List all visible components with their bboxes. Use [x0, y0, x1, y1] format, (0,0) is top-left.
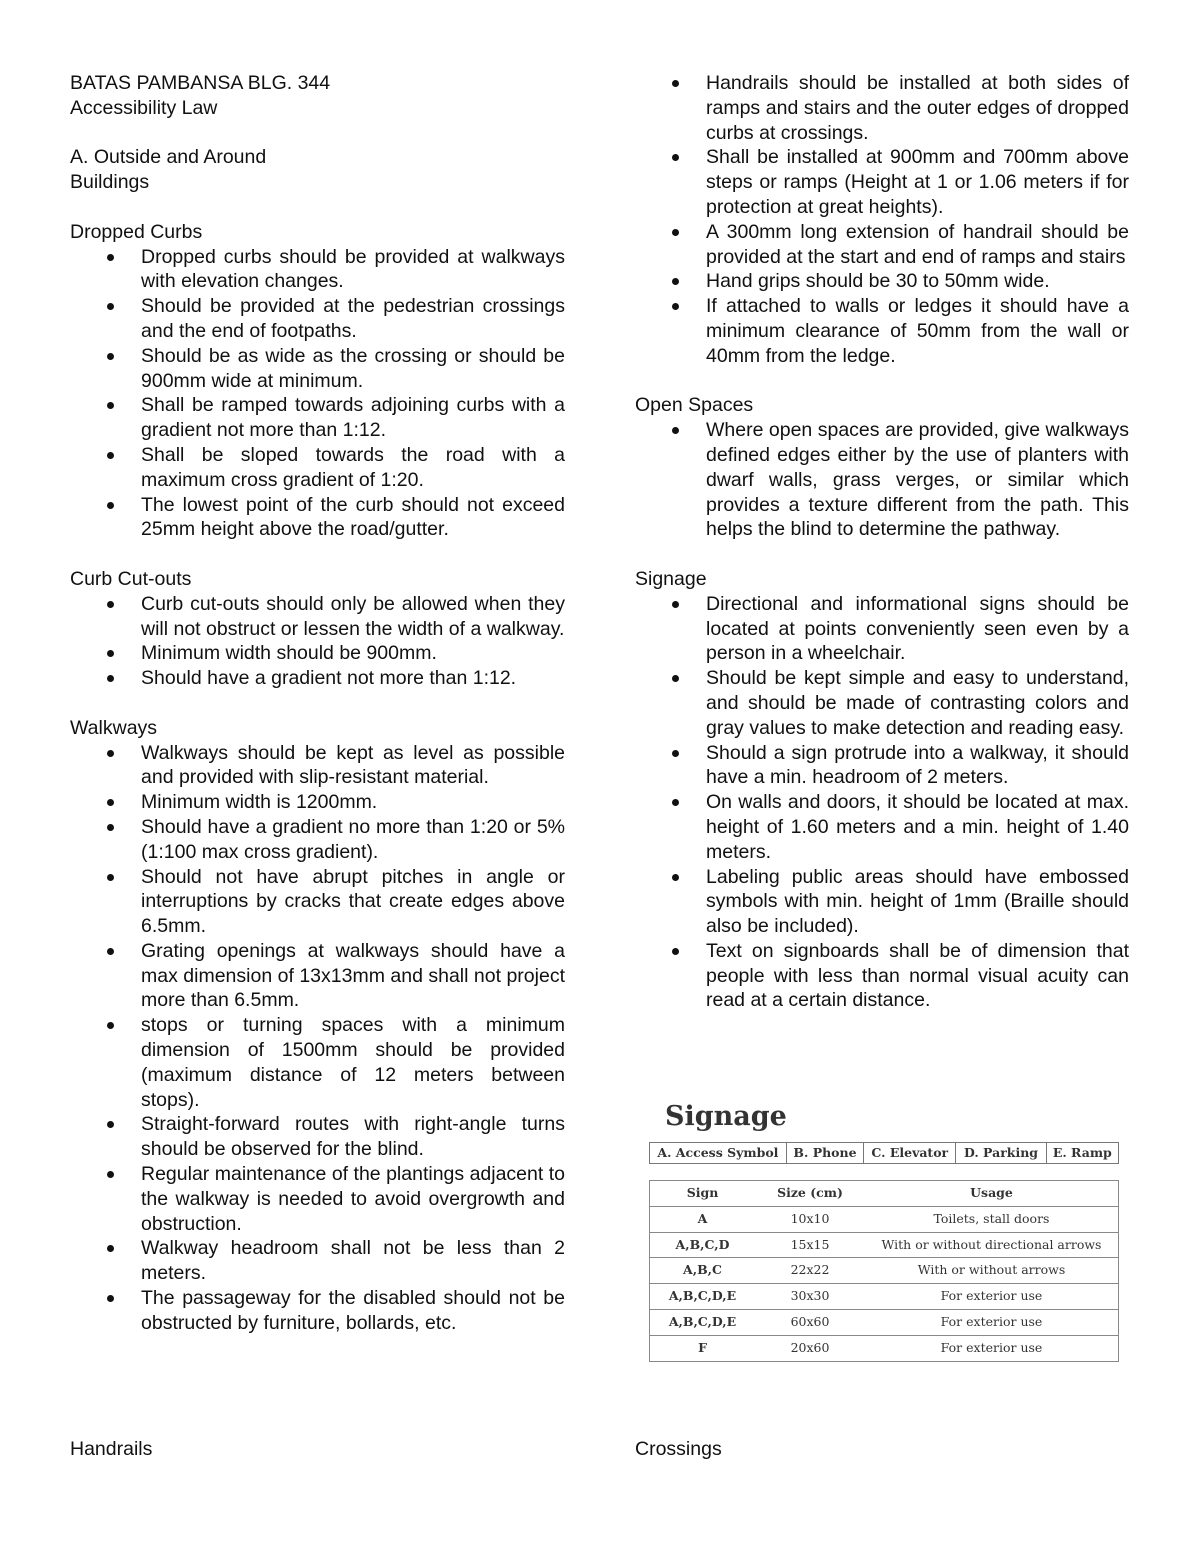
table-cell: 22x22	[755, 1258, 865, 1284]
table-cell: F	[650, 1335, 756, 1361]
list-item: Should have a gradient no more than 1:20 or 5% (1:100 max cross gradient).	[70, 815, 565, 865]
table-row	[650, 1284, 1119, 1310]
dropped-curbs-heading: Dropped Curbs	[70, 220, 203, 243]
list-item: A 300mm long extension of handrail should be provided at the start and end of ramps and stairs	[635, 220, 1129, 270]
list-item: Shall be sloped towards the road with a maximum cross gradient of 1:20.	[70, 443, 565, 493]
column-header: Usage	[970, 1185, 1013, 1200]
list-item: Hand grips should be 30 to 50mm wide.	[635, 269, 1129, 294]
open-spaces-list	[635, 418, 1129, 542]
document-subtitle: Accessibility Law	[70, 96, 218, 119]
column-header: Sign	[686, 1185, 719, 1200]
table-cell: With or without arrows	[865, 1258, 1119, 1284]
list-item: Regular maintenance of the plantings adjacent to the walkway is needed to avoid overgrowth and obstruction.	[70, 1162, 565, 1236]
table-cell: With or without directional arrows	[865, 1232, 1119, 1258]
table-header-row	[650, 1181, 1119, 1207]
table-cell: 30x30	[755, 1284, 865, 1310]
list-item: Minimum width should be 900mm.	[70, 641, 565, 666]
symbol-elevator: C. Elevator	[864, 1143, 956, 1163]
signage-table	[649, 1180, 1119, 1362]
list-item: stops or turning spaces with a minimum dimension of 1500mm should be provided (maximum distance of 12 meters between stops).	[70, 1013, 565, 1112]
list-item: On walls and doors, it should be located at max. height of 1.60 meters and a min. height of 1.40 meters.	[635, 790, 1129, 864]
list-item: Text on signboards shall be of dimension that people with less than normal visual acuity can read at a certain distance.	[635, 939, 1129, 1013]
crossings-heading: Crossings	[635, 1438, 722, 1460]
section-heading-cont: Buildings	[70, 171, 150, 194]
dropped-curbs-list	[70, 245, 565, 543]
symbol-access: A. Access Symbol	[650, 1143, 787, 1163]
table-cell: A,B,C,D,E	[650, 1309, 756, 1335]
table-cell: 20x60	[755, 1335, 865, 1361]
list-item: The passageway for the disabled should not be obstructed by furniture, bollards, etc.	[70, 1286, 565, 1336]
list-item: The lowest point of the curb should not exceed 25mm height above the road/gutter.	[70, 493, 565, 543]
list-item: Should not have abrupt pitches in angle or interruptions by cracks that create edges above 6.5mm.	[70, 865, 565, 939]
list-item: Dropped curbs should be provided at walkways with elevation changes.	[70, 245, 565, 295]
symbol-parking: D. Parking	[956, 1143, 1046, 1163]
list-item: If attached to walls or ledges it should have a minimum clearance of 50mm from the wall or 40mm from the ledge.	[635, 294, 1129, 368]
symbol-ramp: E. Ramp	[1052, 1144, 1112, 1160]
list-item: Should have a gradient not more than 1:12.	[70, 666, 565, 691]
table-cell: A,B,C	[650, 1258, 756, 1284]
symbol-phone: B. Phone	[787, 1143, 864, 1163]
table-cell: 60x60	[755, 1309, 865, 1335]
list-item: Handrails should be installed at both sides of ramps and stairs and the outer edges of dropped curbs at crossings.	[635, 71, 1129, 145]
list-item: Grating openings at walkways should have a max dimension of 13x13mm and shall not project more than 6.5mm.	[70, 939, 565, 1013]
table-cell: 10x10	[755, 1206, 865, 1232]
table-cell: 15x15	[755, 1232, 865, 1258]
list-item: Walkways should be kept as level as possible and provided with slip-resistant material.	[70, 741, 565, 791]
section-heading: A. Outside and Around	[70, 146, 267, 169]
walkways-heading: Walkways	[70, 716, 158, 739]
list-item: Shall be installed at 900mm and 700mm above steps or ramps (Height at 1 or 1.06 meters if for protection at great heights).	[635, 145, 1129, 219]
table-cell: A,B,C,D,E	[650, 1284, 756, 1310]
curb-cutouts-list	[70, 592, 565, 691]
left-column	[70, 71, 565, 1336]
table-row	[650, 1335, 1119, 1361]
list-item: Walkway headroom shall not be less than 2 meters.	[70, 1236, 565, 1286]
list-item: Should be as wide as the crossing or should be 900mm wide at minimum.	[70, 344, 565, 394]
table-cell: For exterior use	[865, 1309, 1119, 1335]
table-cell: A,B,C,D	[650, 1232, 756, 1258]
right-column	[635, 71, 1129, 1013]
list-item: Where open spaces are provided, give walkways defined edges either by the use of planters with dwarf walls, grass verges, or similar which provides a texture different from the path. This helps the blind to determine the pathway.	[635, 418, 1129, 542]
document-title: BATAS PAMBANSA BLG. 344	[70, 72, 331, 94]
list-item: Straight-forward routes with right-angle turns should be observed for the blind.	[70, 1112, 565, 1162]
signage-list	[635, 592, 1129, 1014]
handrails-heading: Handrails	[70, 1438, 153, 1460]
table-row	[650, 1258, 1119, 1284]
list-item: Should be provided at the pedestrian crossings and the end of footpaths.	[70, 294, 565, 344]
list-item: Labeling public areas should have embossed symbols with min. height of 1mm (Braille should also be included).	[635, 865, 1129, 939]
signage-figure-title: Signage	[665, 1101, 787, 1132]
list-item: Should be kept simple and easy to understand, and should be made of contrasting colors and gray values to make detection and reading easy.	[635, 666, 1129, 740]
list-item: Should a sign protrude into a walkway, it should have a min. headroom of 2 meters.	[635, 741, 1129, 791]
list-item: Minimum width is 1200mm.	[70, 790, 565, 815]
table-cell: For exterior use	[865, 1284, 1119, 1310]
table-cell: Toilets, stall doors	[865, 1206, 1119, 1232]
signage-heading: Signage	[635, 567, 707, 590]
table-cell: For exterior use	[865, 1335, 1119, 1361]
list-item: Curb cut-outs should only be allowed when they will not obstruct or lessen the width of a walkway.	[70, 592, 565, 642]
list-item: Shall be ramped towards adjoining curbs with a gradient not more than 1:12.	[70, 393, 565, 443]
column-header: Size (cm)	[777, 1185, 843, 1200]
table-cell: A	[650, 1206, 756, 1232]
curb-cutouts-heading: Curb Cut-outs	[70, 567, 192, 590]
table-row	[650, 1309, 1119, 1335]
list-item: Directional and informational signs should be located at points conveniently seen even by a person in a wheelchair.	[635, 592, 1129, 666]
open-spaces-heading: Open Spaces	[635, 394, 754, 417]
table-row	[650, 1206, 1119, 1232]
signage-symbol-bar	[649, 1142, 1119, 1164]
handrails-list	[635, 71, 1129, 369]
walkways-list	[70, 741, 565, 1336]
table-row	[650, 1232, 1119, 1258]
